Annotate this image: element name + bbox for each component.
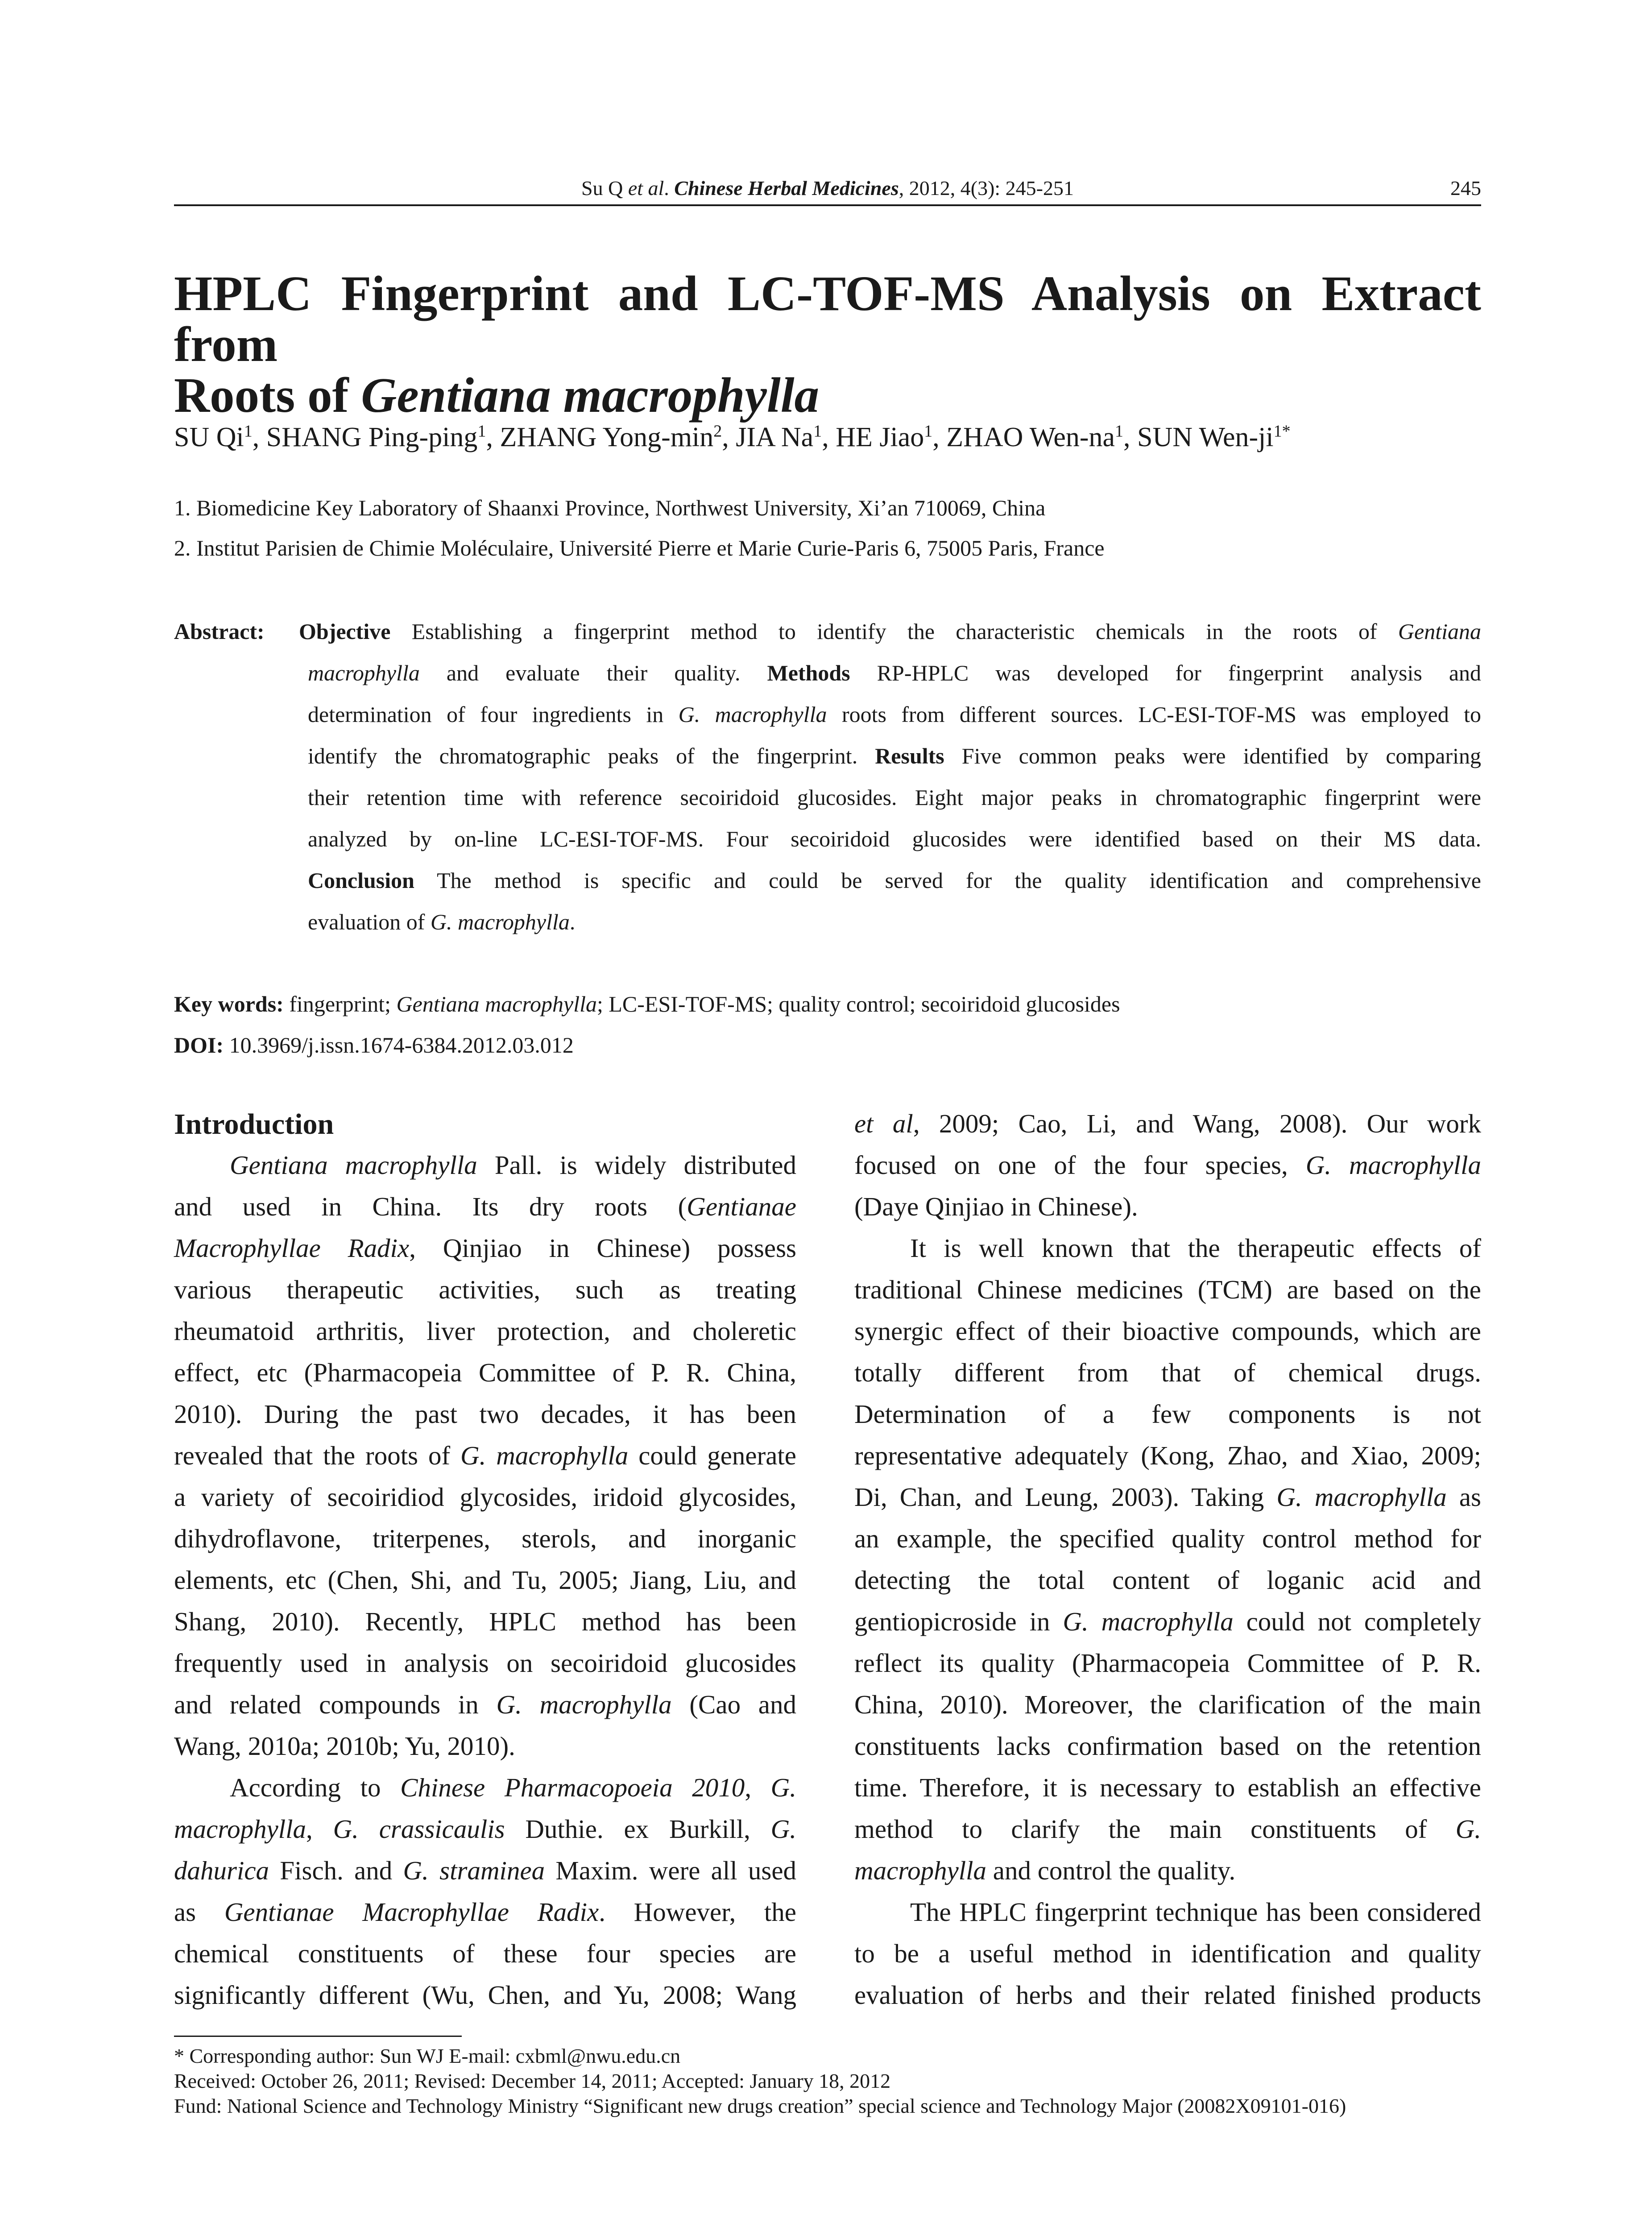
text-line: reflect its quality (Pharmacopeia Committee of P. R.	[854, 1648, 1481, 1678]
author: ZHANG Yong-$\min^2$,	[500, 422, 736, 452]
text-line: revealed that the roots of G. macrophylla could generate	[174, 1441, 796, 1470]
text-line: significantly different (Wu, Chen, and Yu, 2008; Wang	[174, 1980, 796, 2010]
text-line: totally different from that of chemical drugs.	[854, 1358, 1481, 1387]
journal-citation: Su Q et al. Chinese Herbal Medicines, 2012, 4(3): 245-251	[581, 177, 1074, 199]
footnotes	[174, 2044, 1481, 2119]
text-line: chemical constituents of these four species are	[174, 1939, 796, 1968]
title-line-2: Roots of Gentiana macrophylla	[174, 368, 820, 423]
text-line: (Daye Qinjiao in Chinese).	[854, 1192, 1138, 1221]
abstract-line: Conclusion The method is specific and could be served for the quality identification and comprehensive	[308, 868, 1481, 893]
header-rule	[174, 204, 1481, 206]
text-line: a variety of secoiridiod glycosides, iridoid glycosides,	[174, 1482, 796, 1512]
text-line: et al, 2009; Cao, Li, and Wang, 2008). Our work	[854, 1109, 1481, 1138]
text-line: macrophylla and control the quality.	[854, 1856, 1236, 1885]
text-line: method to clarify the main constituents of G.	[854, 1814, 1481, 1844]
abstract-line: determination of four ingredients in G. macrophylla roots from different sources. LC-ESI-TOF-MS was employed to	[308, 702, 1482, 727]
section-heading-introduction: Introduction	[174, 1108, 334, 1140]
text-line: Gentiana macrophylla Pall. is widely distributed	[230, 1150, 796, 1180]
body-column-left	[174, 1149, 796, 2021]
text-line: representative adequately (Kong, Zhao, and Xiao, 2009;	[854, 1441, 1481, 1470]
body-column-right	[854, 1108, 1481, 2021]
text-line: rheumatoid arthritis, liver protection, and choleretic	[174, 1316, 796, 1346]
text-line: effect, etc (Pharmacopeia Committee of P. R. China,	[174, 1358, 796, 1387]
author: SUN Wen-$ji^{1*}$	[1137, 422, 1291, 452]
abstract-body	[299, 618, 1482, 950]
abstract-line: macrophylla and evaluate their quality. Methods RP-HPLC was developed for fingerprint analysis and	[308, 660, 1482, 685]
footnote-received: Received: October 26, 2011; Revised: December 14, 2011; Accepted: January 18, 2012	[174, 2069, 891, 2092]
text-line: detecting the total content of loganic acid and	[854, 1565, 1481, 1595]
text-line: frequently used in analysis on secoiridoid glucosides	[174, 1648, 796, 1678]
text-line: traditional Chinese medicines (TCM) are based on the	[854, 1275, 1481, 1304]
author: HE Jiao$^1$,	[836, 422, 947, 452]
text-line: and related compounds in G. macrophylla (Cao and	[174, 1690, 796, 1719]
footnote-corresponding-author: * Corresponding author: Sun WJ E-mail: cxbml@nwu.edu.cn	[174, 2044, 681, 2067]
author: SHANG Ping-ping$^1$,	[266, 422, 500, 452]
author: SU Qi$^1$,	[174, 422, 266, 452]
abstract-line: identify the chromatographic peaks of the fingerprint. Results Five common peaks were identified by comparing	[308, 743, 1482, 768]
text-line: constituents lacks confirmation based on the retention	[854, 1731, 1481, 1761]
text-line: It is well known that the therapeutic effects of	[910, 1233, 1481, 1263]
text-line: elements, etc (Chen, Shi, and Tu, 2005; Jiang, Liu, and	[174, 1565, 796, 1595]
footnote-fund: Fund: National Science and Technology Ministry “Significant new drugs creation” special science and Technology Major (20082X09101-016)	[174, 2094, 1346, 2117]
affiliation-1: 1. Biomedicine Key Laboratory of Shaanxi Province, Northwest University, Xi’an 710069, China	[174, 495, 1046, 520]
text-line: focused on one of the four species, G. macrophylla	[854, 1150, 1481, 1180]
abstract-line: evaluation of G. macrophylla.	[308, 909, 576, 934]
author: JIA Na$^1$,	[736, 422, 836, 452]
abstract-line: Objective Establishing a fingerprint method to identify the characteristic chemicals in the roots of Gentiana	[299, 619, 1481, 644]
text-line: gentiopicroside in G. macrophylla could not completely	[854, 1607, 1481, 1636]
text-line: Di, Chan, and Leung, 2003). Taking G. macrophylla as	[854, 1482, 1482, 1512]
running-header	[174, 176, 1481, 203]
text-line: various therapeutic activities, such as treating	[174, 1275, 796, 1304]
footnote-rule	[174, 2036, 462, 2037]
affiliation-2: 2. Institut Parisien de Chimie Moléculaire, Université Pierre et Marie Curie-Paris 6, 75005 Paris, France	[174, 535, 1105, 560]
abstract-line: analyzed by on-line LC-ESI-TOF-MS. Four secoiridoid glucosides were identified based on their MS data.	[308, 826, 1481, 851]
title-line-1: HPLC Fingerprint and LC-TOF-MS Analysis on Extract from	[174, 266, 1481, 372]
text-line: According to Chinese Pharmacopoeia 2010, G.	[230, 1773, 797, 1802]
text-line: 2010). During the past two decades, it has been	[174, 1399, 796, 1429]
author-list	[174, 419, 1481, 455]
text-line: The HPLC fingerprint technique has been considered	[910, 1897, 1481, 1927]
text-line: synergic effect of their bioactive compounds, which are	[854, 1316, 1481, 1346]
text-line: Wang, 2010a; 2010b; Yu, 2010).	[174, 1731, 515, 1761]
text-line: China, 2010). Moreover, the clarification of the main	[854, 1690, 1481, 1719]
text-line: an example, the specified quality control method for	[854, 1524, 1481, 1553]
text-line: evaluation of herbs and their related finished products	[854, 1980, 1481, 2010]
text-line: and used in China. Its dry roots (Gentianae	[174, 1192, 796, 1221]
text-line: Macrophyllae Radix, Qinjiao in Chinese) possess	[174, 1233, 796, 1263]
text-line: as Gentianae Macrophyllae Radix. However, the	[174, 1897, 796, 1927]
text-line: time. Therefore, it is necessary to establish an effective	[854, 1773, 1481, 1802]
keywords: Key words: fingerprint; Gentiana macrophylla; LC-ESI-TOF-MS; quality control; secoiridoid glucosides	[174, 991, 1120, 1016]
paper-title	[174, 266, 1481, 423]
abstract-label: Abstract:	[174, 619, 265, 644]
text-line: dahurica Fisch. and G. straminea Maxim. were all used	[174, 1856, 797, 1885]
text-line: macrophylla, G. crassicaulis Duthie. ex Burkill, G.	[174, 1814, 797, 1844]
abstract-line: their retention time with reference secoiridoid glucosides. Eight major peaks in chromatographic fingerprint were	[308, 785, 1481, 810]
text-line: dihydroflavone, triterpenes, sterols, and inorganic	[174, 1524, 796, 1553]
doi: DOI: 10.3969/j.issn.1674-6384.2012.03.012	[174, 1033, 574, 1057]
text-line: Determination of a few components is not	[854, 1399, 1481, 1429]
page-number: 245	[1450, 177, 1481, 199]
author: ZHAO Wen-$na^1$,	[946, 422, 1138, 452]
text-line: Shang, 2010). Recently, HPLC method has been	[174, 1607, 796, 1636]
text-line: to be a useful method in identification and quality	[854, 1939, 1481, 1968]
